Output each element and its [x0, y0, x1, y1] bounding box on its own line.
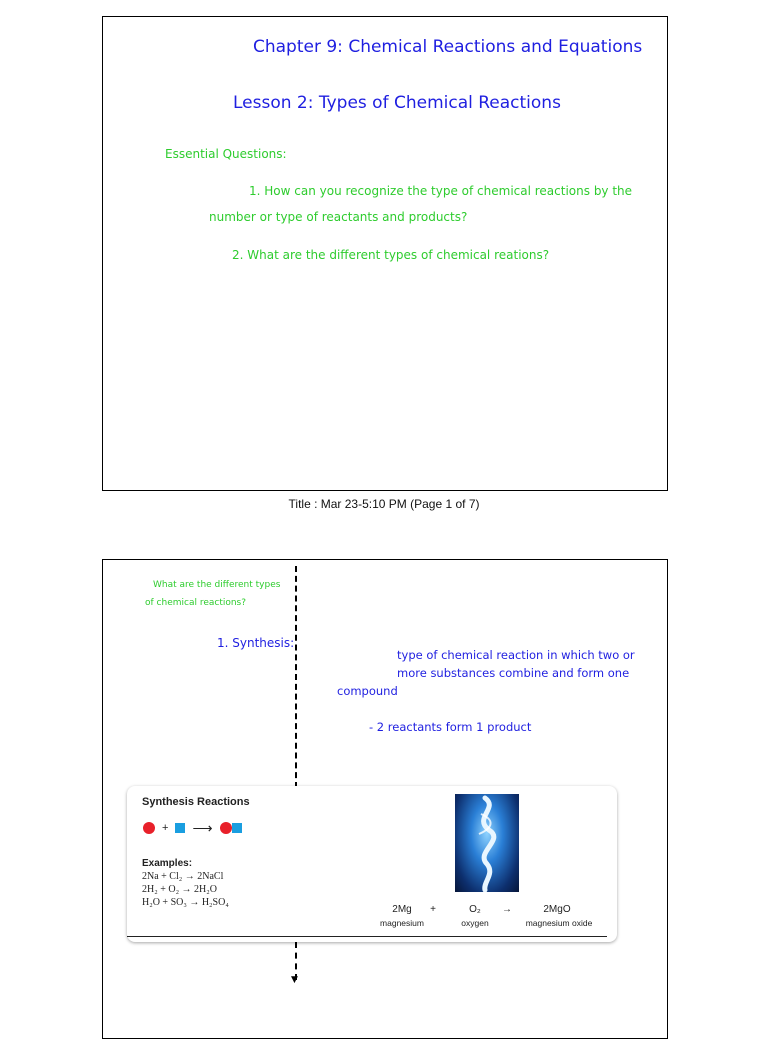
plus-sign: + — [162, 822, 169, 834]
reactant-1-name: magnesium — [380, 918, 424, 928]
example-2: 2H₂ + O₂ → 2H₂O — [142, 884, 217, 895]
blue-atom-icon — [175, 823, 185, 833]
equation-arrow: → — [502, 904, 512, 915]
figure-bottom-rule — [127, 936, 607, 937]
example-3: H₂O + SO₃ → H₂SO₄ — [142, 897, 229, 908]
dashed-divider — [295, 566, 297, 788]
slide-page-1 — [102, 16, 668, 491]
reactant-2-formula: O₂ — [469, 904, 481, 915]
reactants-note: - 2 reactants form 1 product — [369, 720, 532, 734]
slide-page-2 — [102, 559, 668, 1039]
chapter-title: Chapter 9: Chemical Reactions and Equations — [253, 37, 643, 57]
arrow-down-icon: ▼ — [291, 975, 298, 985]
example-1: 2Na + Cl₂ → 2NaCl — [142, 871, 224, 882]
blue-atom-icon — [232, 823, 242, 833]
reactant-1-formula: 2Mg — [392, 904, 412, 915]
question-2: 2. What are the different types of chemical reations? — [232, 248, 550, 262]
figure-title: Synthesis Reactions — [142, 796, 250, 808]
product-name: magnesium oxide — [525, 918, 593, 928]
synthesis-figure — [127, 786, 617, 942]
lesson-title: Lesson 2: Types of Chemical Reactions — [233, 93, 561, 113]
magnesium-burning-photo — [455, 794, 519, 892]
essential-questions-label: Essential Questions: — [165, 147, 287, 161]
equation-plus: + — [430, 904, 436, 915]
definition-line-2: more substances combine and form one — [397, 666, 630, 680]
synthesis-heading: 1. Synthesis: — [217, 636, 295, 650]
reaction-arrow: ⟶ — [192, 819, 213, 836]
red-atom-icon — [220, 822, 232, 834]
red-atom-icon — [143, 822, 155, 834]
reactant-2-name: oxygen — [461, 918, 489, 928]
definition-line-1: type of chemical reaction in which two or — [397, 648, 635, 662]
reaction-diagram — [143, 820, 242, 836]
product-formula: 2MgO — [543, 904, 571, 915]
page-caption: Title : Mar 23-5:10 PM (Page 1 of 7) — [288, 497, 480, 511]
question-1-line-2: number or type of reactants and products? — [209, 210, 468, 224]
question-line-1: What are the different types — [153, 580, 281, 590]
question-1-line-1: 1. How can you recognize the type of chemical reactions by the — [249, 184, 633, 198]
examples-label: Examples: — [142, 858, 193, 869]
definition-line-3: compound — [337, 684, 398, 698]
question-line-2: of chemical reactions? — [145, 598, 247, 608]
magnesium-ribbon-icon — [455, 794, 519, 892]
